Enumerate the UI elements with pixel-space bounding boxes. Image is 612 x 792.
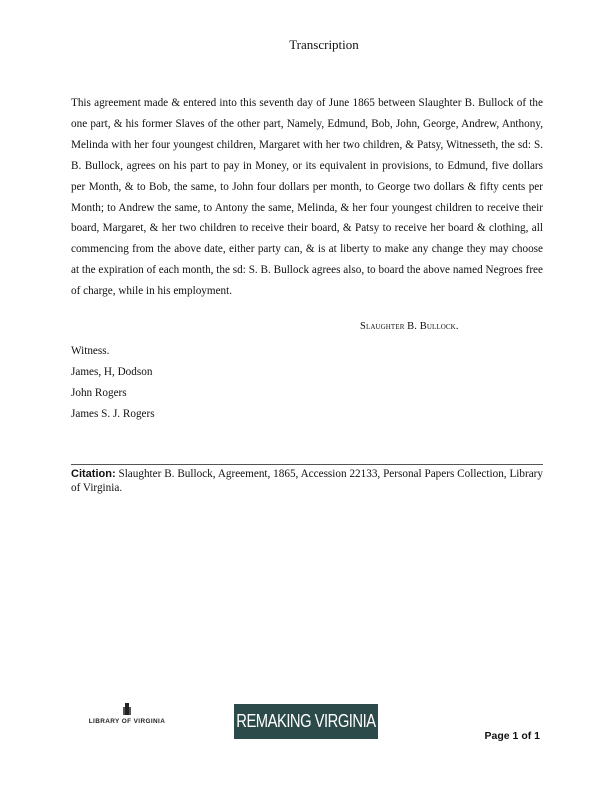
citation-text: Slaughter B. Bullock, Agreement, 1865, Accession 22133, Personal Papers Collection, Library of Virginia.: [71, 468, 543, 494]
citation: [71, 467, 543, 495]
witness-name: James S. J. Rogers: [71, 407, 155, 420]
transcription-body: [71, 93, 543, 302]
witness-block: [71, 341, 155, 425]
citation-label: Citation:: [71, 468, 116, 480]
witness-name: James, H, Dodson: [71, 365, 153, 378]
witness-label: Witness.: [71, 345, 110, 357]
citation-divider: [71, 464, 543, 465]
library-building-icon: [120, 702, 134, 716]
signature: Slaughter B. Bullock.: [360, 321, 459, 332]
witness-name: John Rogers: [71, 386, 127, 399]
page-title: Transcription: [289, 37, 359, 52]
banner-text: REMAKING VIRGINIA: [236, 711, 376, 731]
library-logo-text: LIBRARY OF VIRGINIA: [88, 718, 166, 725]
agreement-paragraph: This agreement made & entered into this seventh day of June 1865 between Slaughter B. Bullock of the one part, & his former Slaves of the other part, Namely, Edmund, Bob, John, George, Andrew, Anthony, Melinda with her four youngest children, Margaret with her two children, & Patsy, Witnesseth, the sd: S. B. Bullock, agrees on his part to pay in Money, or its equivalent in provisions, to Edmund, five dollars per Month, & to Bob, the same, to John four dollars per month, to George two dollars & fifty cents per Month; to Andrew the same, to Antony the same, Melinda, & her four youngest children to receive their board, Margaret, & her two children to receive their board, & Patsy to receive her board & clothing, all commencing from the above date, either party can, & is at liberty to make any change they may choose at the expiration of each month, the sd: S. B. Bullock agrees also, to board the above named Negroes free of charge, while in his employment.: [71, 97, 543, 298]
page-number: Page 1 of 1: [484, 730, 540, 742]
library-of-virginia-logo: [82, 702, 172, 730]
remaking-virginia-banner: [234, 704, 378, 739]
